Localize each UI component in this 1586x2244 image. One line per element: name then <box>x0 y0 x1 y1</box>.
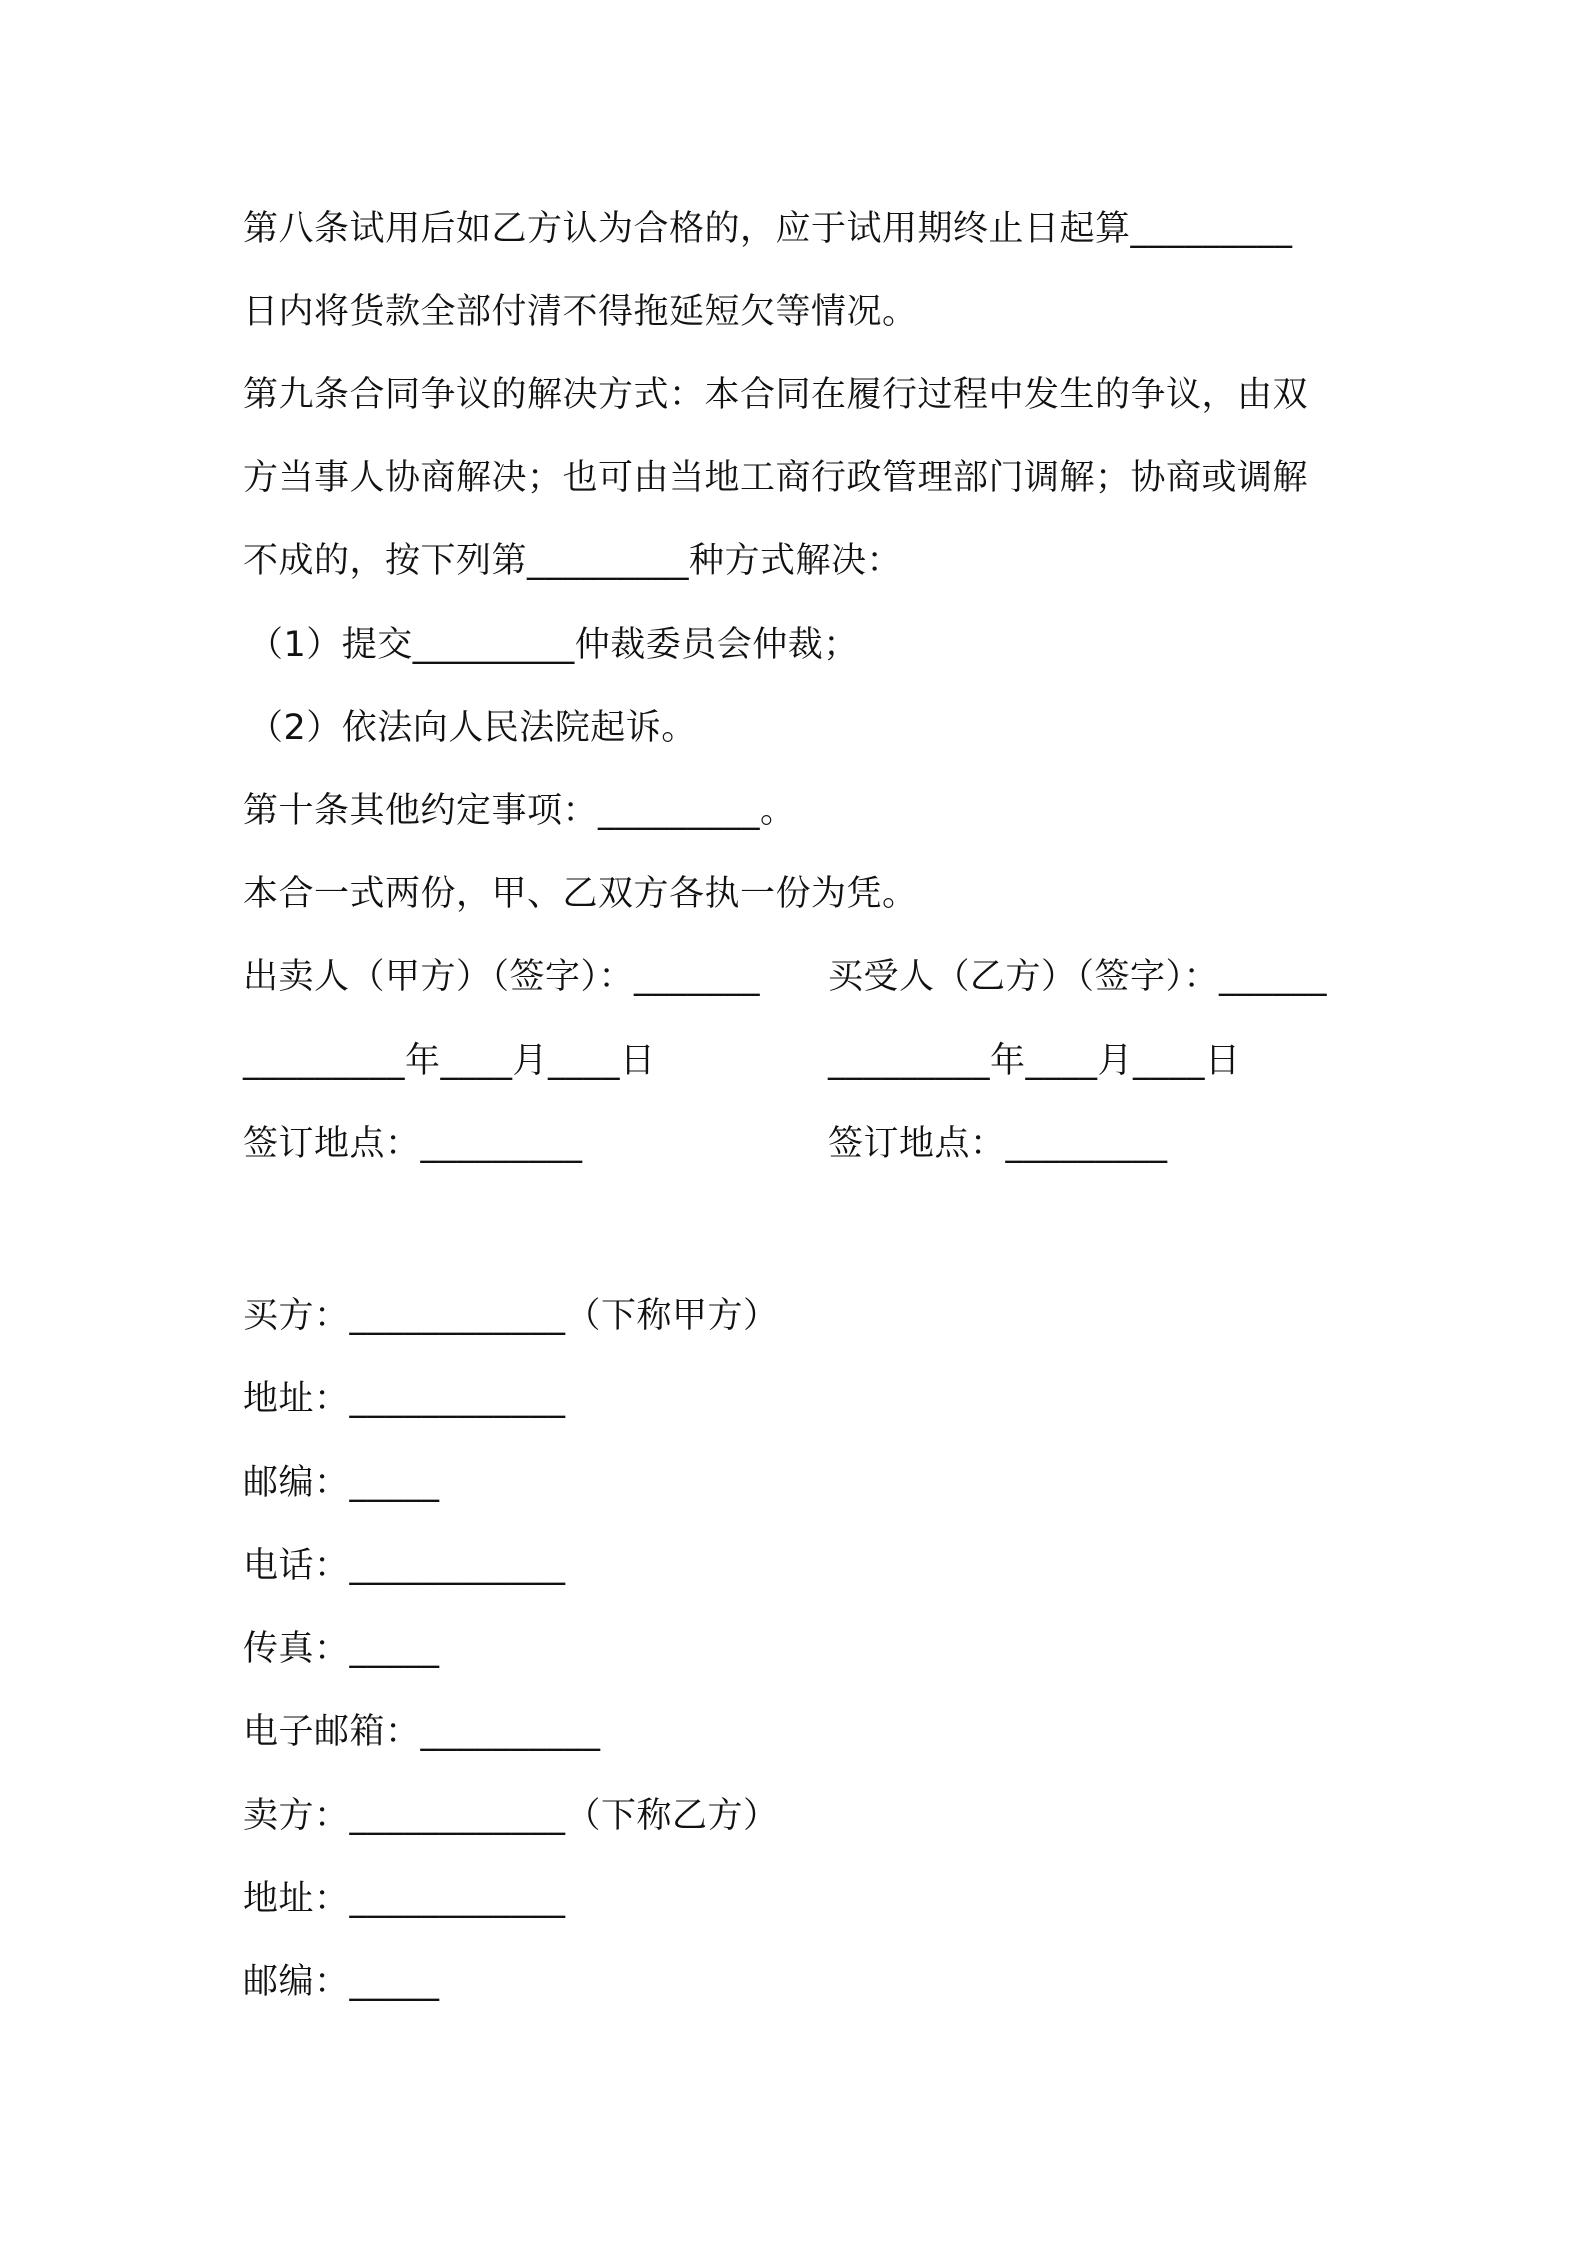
buyer-sign-place: 签订地点：_________ <box>828 1124 1168 1164</box>
dispute-option-2: （2）依法向人民法院起诉。 <box>248 708 697 748</box>
article-9-line-1: 第九条合同争议的解决方式：本合同在履行过程中发生的争议，由双 <box>243 375 1309 415</box>
buyer-address-field: 地址：____________ <box>243 1379 566 1419</box>
seller-name-field: 卖方：____________（下称乙方） <box>243 1796 779 1836</box>
buyer-signature-label: 买受人（乙方）（签字）：______ <box>828 957 1328 997</box>
buyer-postcode-field: 邮编：_____ <box>243 1463 440 1503</box>
seller-sign-date: _________年____月____日 <box>243 1041 656 1081</box>
article-8-line-1: 第八条试用后如乙方认为合格的，应于试用期终止日起算_________ <box>243 209 1293 249</box>
article-10: 第十条其他约定事项：_________。 <box>243 791 796 831</box>
buyer-fax-field: 传真：_____ <box>243 1629 440 1669</box>
copies-statement: 本合一式两份，甲、乙双方各执一份为凭。 <box>243 874 918 914</box>
seller-signature-label: 出卖人（甲方）（签字）：_______ <box>243 957 761 997</box>
article-8-line-2: 日内将货款全部付清不得拖延短欠等情况。 <box>243 292 918 332</box>
buyer-sign-date: _________年____月____日 <box>828 1041 1241 1081</box>
article-9-line-3: 不成的，按下列第_________种方式解决： <box>243 541 903 581</box>
article-9-line-2: 方当事人协商解决；也可由当地工商行政管理部门调解；协商或调解 <box>243 458 1309 498</box>
dispute-option-1: （1）提交_________仲裁委员会仲裁； <box>248 625 859 665</box>
seller-postcode-field: 邮编：_____ <box>243 1962 440 2002</box>
seller-sign-place: 签订地点：_________ <box>243 1124 583 1164</box>
buyer-phone-field: 电话：____________ <box>243 1546 566 1586</box>
buyer-email-field: 电子邮箱：__________ <box>243 1712 601 1752</box>
seller-address-field: 地址：____________ <box>243 1879 566 1919</box>
buyer-name-field: 买方：____________（下称甲方） <box>243 1296 779 1336</box>
